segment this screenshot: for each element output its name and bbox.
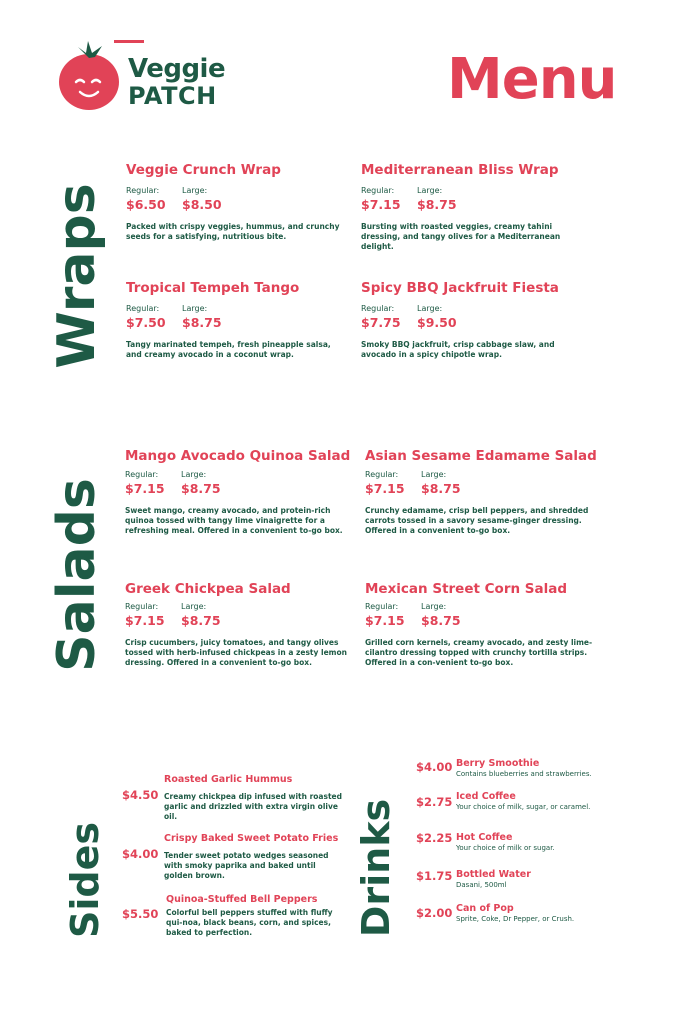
regular-price: $6.50 xyxy=(126,196,166,212)
price-row xyxy=(125,470,357,497)
menu-item-salad xyxy=(365,448,597,536)
price-row xyxy=(365,470,597,497)
drink-name: Berry Smoothie xyxy=(456,758,540,769)
large-price: $8.75 xyxy=(417,196,457,212)
drink-price: $4.00 xyxy=(416,760,453,774)
item-name: Mediterranean Bliss Wrap xyxy=(361,162,559,178)
item-name: Mango Avocado Quinoa Salad xyxy=(125,448,351,464)
large-price: $8.75 xyxy=(181,480,221,496)
menu-item-wrap xyxy=(126,162,358,242)
regular-price: $7.75 xyxy=(361,314,401,330)
regular-price: $7.15 xyxy=(125,612,165,628)
section-label-wraps: Wraps xyxy=(47,183,107,369)
large-label: Large: xyxy=(421,470,447,480)
item-description: Smoky BBQ jackfruit, crisp cabbage slaw, and avocado in a spicy chipotle wrap. xyxy=(361,340,555,360)
large-label: Large: xyxy=(181,470,207,480)
large-label: Large: xyxy=(182,186,208,196)
side-name: Quinoa-Stuffed Bell Peppers xyxy=(166,894,318,905)
drink-description: Your choice of milk, sugar, or caramel. xyxy=(456,803,591,811)
large-price: $8.50 xyxy=(182,196,222,212)
item-name: Veggie Crunch Wrap xyxy=(126,162,281,178)
section-label-sides: Sides xyxy=(63,822,107,938)
regular-label: Regular: xyxy=(126,304,160,314)
brand-line1: Veggie xyxy=(128,54,226,84)
large-price: $8.75 xyxy=(182,314,222,330)
large-price: $8.75 xyxy=(181,612,221,628)
regular-price: $7.15 xyxy=(365,480,405,496)
regular-label: Regular: xyxy=(361,186,395,196)
item-description: Tangy marinated tempeh, fresh pineapple salsa, and creamy avocado in a coconut wrap. xyxy=(126,340,331,360)
section-label-salads: Salads xyxy=(47,478,107,672)
regular-price: $7.15 xyxy=(125,480,165,496)
drink-price: $2.75 xyxy=(416,795,453,809)
large-price: $9.50 xyxy=(417,314,457,330)
item-description: Bursting with roasted veggies, creamy tahini dressing, and tangy olives for a Mediterranean delight. xyxy=(361,222,561,252)
drink-price: $2.25 xyxy=(416,831,453,845)
regular-label: Regular: xyxy=(125,470,159,480)
brand-line2: PATCH xyxy=(128,82,217,110)
drink-name: Bottled Water xyxy=(456,869,531,880)
price-row xyxy=(361,186,593,213)
large-label: Large: xyxy=(417,186,443,196)
price-row xyxy=(365,602,597,629)
drink-description: Sprite, Coke, Dr Pepper, or Crush. xyxy=(456,915,575,923)
drink-price: $1.75 xyxy=(416,869,453,883)
side-price: $5.50 xyxy=(122,907,159,921)
section-label-drinks: Drinks xyxy=(354,798,398,938)
regular-label: Regular: xyxy=(125,602,159,612)
menu-item-salad xyxy=(365,581,597,668)
price-row xyxy=(126,186,358,213)
drink-description: Contains blueberries and strawberries. xyxy=(456,770,592,778)
drink-name: Can of Pop xyxy=(456,903,514,914)
drink-description: Your choice of milk or sugar. xyxy=(456,844,555,852)
regular-label: Regular: xyxy=(361,304,395,314)
large-label: Large: xyxy=(417,304,443,314)
menu-item-wrap xyxy=(361,280,593,360)
side-name: Crispy Baked Sweet Potato Fries xyxy=(164,833,339,844)
large-label: Large: xyxy=(182,304,208,314)
tomato-icon xyxy=(56,38,128,116)
menu-item-wrap xyxy=(126,280,358,360)
brand-logo xyxy=(56,38,236,118)
drink-name: Iced Coffee xyxy=(456,791,516,802)
large-label: Large: xyxy=(421,602,447,612)
drink-description: Dasani, 500ml xyxy=(456,881,507,889)
side-description: Tender sweet potato wedges seasoned with smoky paprika and baked until golden brown. xyxy=(164,851,329,881)
regular-label: Regular: xyxy=(365,602,399,612)
item-description: Packed with crispy veggies, hummus, and crunchy seeds for a satisfying, nutritious bite. xyxy=(126,222,340,242)
side-description: Colorful bell peppers stuffed with fluffy qui-noa, black beans, corn, and spices, baked to perfection. xyxy=(166,908,333,938)
page-title: Menu xyxy=(447,47,617,112)
side-name: Roasted Garlic Hummus xyxy=(164,774,293,785)
menu-item-salad xyxy=(125,581,357,668)
logo-accent-bar xyxy=(114,40,144,43)
side-price: $4.50 xyxy=(122,788,159,802)
item-name: Spicy BBQ Jackfruit Fiesta xyxy=(361,280,559,296)
large-price: $8.75 xyxy=(421,612,461,628)
item-description: Crisp cucumbers, juicy tomatoes, and tangy olives tossed with herb-infused chickpeas in a zesty lemon dressing. Offered in a convenient to-go box. xyxy=(125,638,347,668)
regular-price: $7.50 xyxy=(126,314,166,330)
drink-name: Hot Coffee xyxy=(456,832,513,843)
item-name: Tropical Tempeh Tango xyxy=(126,280,300,296)
regular-price: $7.15 xyxy=(361,196,401,212)
item-name: Mexican Street Corn Salad xyxy=(365,581,568,597)
price-row xyxy=(126,304,358,331)
regular-label: Regular: xyxy=(365,470,399,480)
regular-price: $7.15 xyxy=(365,612,405,628)
item-description: Grilled corn kernels, creamy avocado, and zesty lime-cilantro dressing topped with crunchy tortilla strips. Offered in a con-venient to-go box. xyxy=(365,638,593,668)
drink-price: $2.00 xyxy=(416,906,453,920)
regular-label: Regular: xyxy=(126,186,160,196)
large-label: Large: xyxy=(181,602,207,612)
item-description: Sweet mango, creamy avocado, and protein-rich quinoa tossed with tangy lime vinaigrette for a refreshing meal. Offered in a convenient to-go box. xyxy=(125,506,343,536)
side-description: Creamy chickpea dip infused with roasted garlic and drizzled with extra virgin olive oil. xyxy=(164,792,342,822)
item-name: Greek Chickpea Salad xyxy=(125,581,291,597)
item-name: Asian Sesame Edamame Salad xyxy=(365,448,597,464)
price-row xyxy=(125,602,357,629)
price-row xyxy=(361,304,593,331)
large-price: $8.75 xyxy=(421,480,461,496)
item-description: Crunchy edamame, crisp bell peppers, and shredded carrots tossed in a savory sesame-ginger dressing. Offered in a convenient to-go box. xyxy=(365,506,589,536)
menu-item-salad xyxy=(125,448,357,536)
menu-item-wrap xyxy=(361,162,593,252)
side-price: $4.00 xyxy=(122,847,159,861)
